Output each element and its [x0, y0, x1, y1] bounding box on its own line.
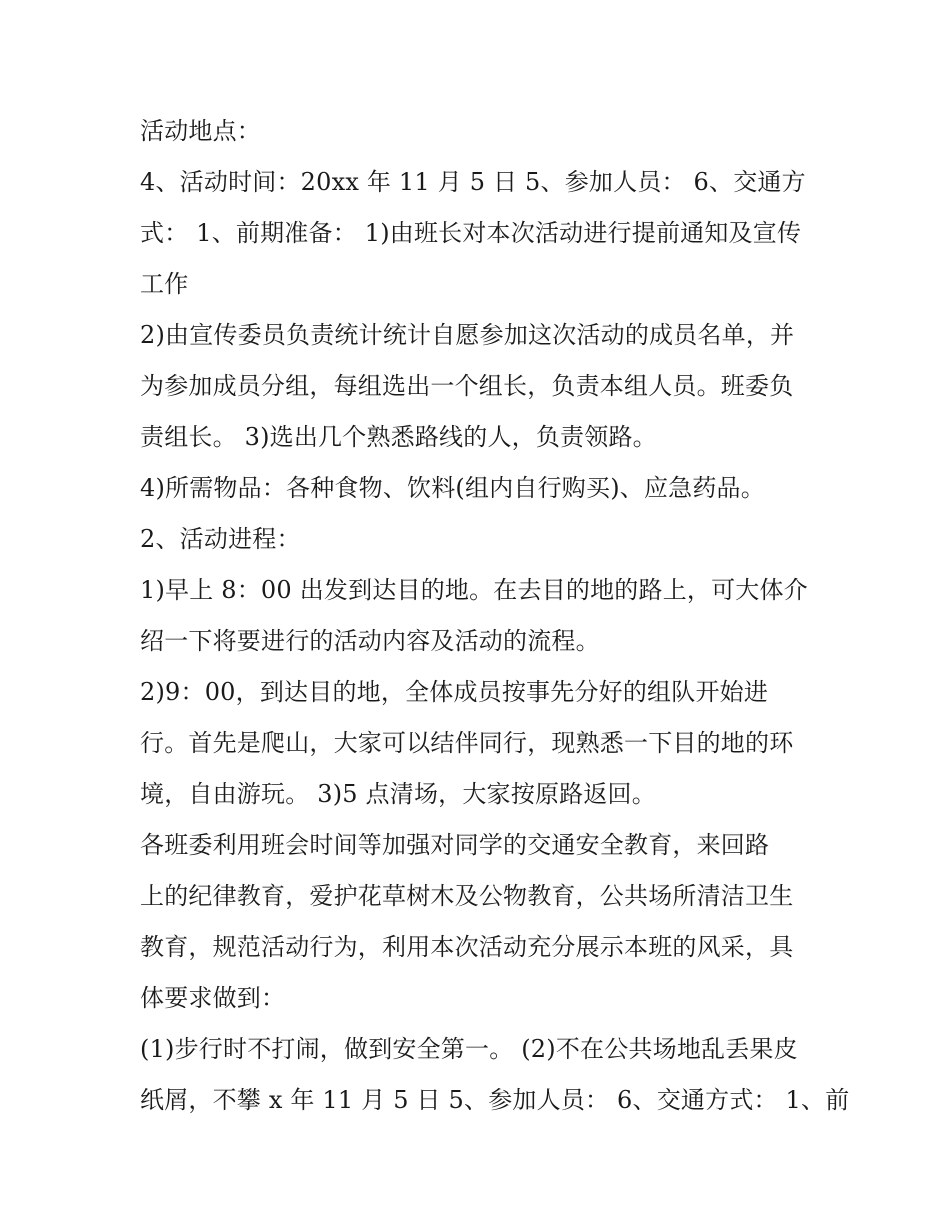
document-body — [140, 106, 850, 1126]
text-line: 4、活动时间：20xx 年 11 月 5 日 5、参加人员： 6、交通方 — [140, 168, 806, 196]
text-line: 教育，规范活动行为，利用本次活动充分展示本班的风采，具 — [140, 933, 794, 961]
text-line: (1)步行时不打闹，做到安全第一。 (2)不在公共场地乱丢果皮 — [140, 1035, 798, 1063]
text-line: 工作 — [140, 270, 189, 298]
text-line: 上的纪律教育，爱护花草树木及公物教育，公共场所清洁卫生 — [140, 882, 794, 910]
text-line: 绍一下将要进行的活动内容及活动的流程。 — [140, 627, 600, 655]
text-line: 2、活动进程： — [140, 525, 301, 553]
text-line: 体要求做到： — [140, 984, 286, 1012]
text-line: 式： 1、前期准备： 1)由班长对本次活动进行提前通知及宣传 — [140, 219, 802, 247]
text-line: 2)9：00，到达目的地，全体成员按事先分好的组队开始进 — [140, 678, 769, 706]
text-line: 责组长。 3)选出几个熟悉路线的人，负责领路。 — [140, 423, 657, 451]
text-line: 活动地点： — [140, 117, 261, 145]
text-line: 4)所需物品：各种食物、饮料(组内自行购买)、应急药品。 — [140, 474, 765, 502]
text-line: 各班委利用班会时间等加强对同学的交通安全教育，来回路 — [140, 831, 770, 859]
text-line: 纸屑，不攀 x 年 11 月 5 日 5、参加人员： 6、交通方式： 1、前 — [140, 1086, 850, 1114]
text-line: 行。首先是爬山，大家可以结伴同行，现熟悉一下目的地的环 — [140, 729, 794, 757]
text-line: 境，自由游玩。 3)5 点清场，大家按原路返回。 — [140, 780, 656, 808]
text-line: 2)由宣传委员负责统计统计自愿参加这次活动的成员名单，并 — [140, 321, 795, 349]
text-line: 为参加成员分组，每组选出一个组长，负责本组人员。班委负 — [140, 372, 794, 400]
text-line: 1)早上 8：00 出发到达目的地。在去目的地的路上，可大体介 — [140, 576, 808, 604]
